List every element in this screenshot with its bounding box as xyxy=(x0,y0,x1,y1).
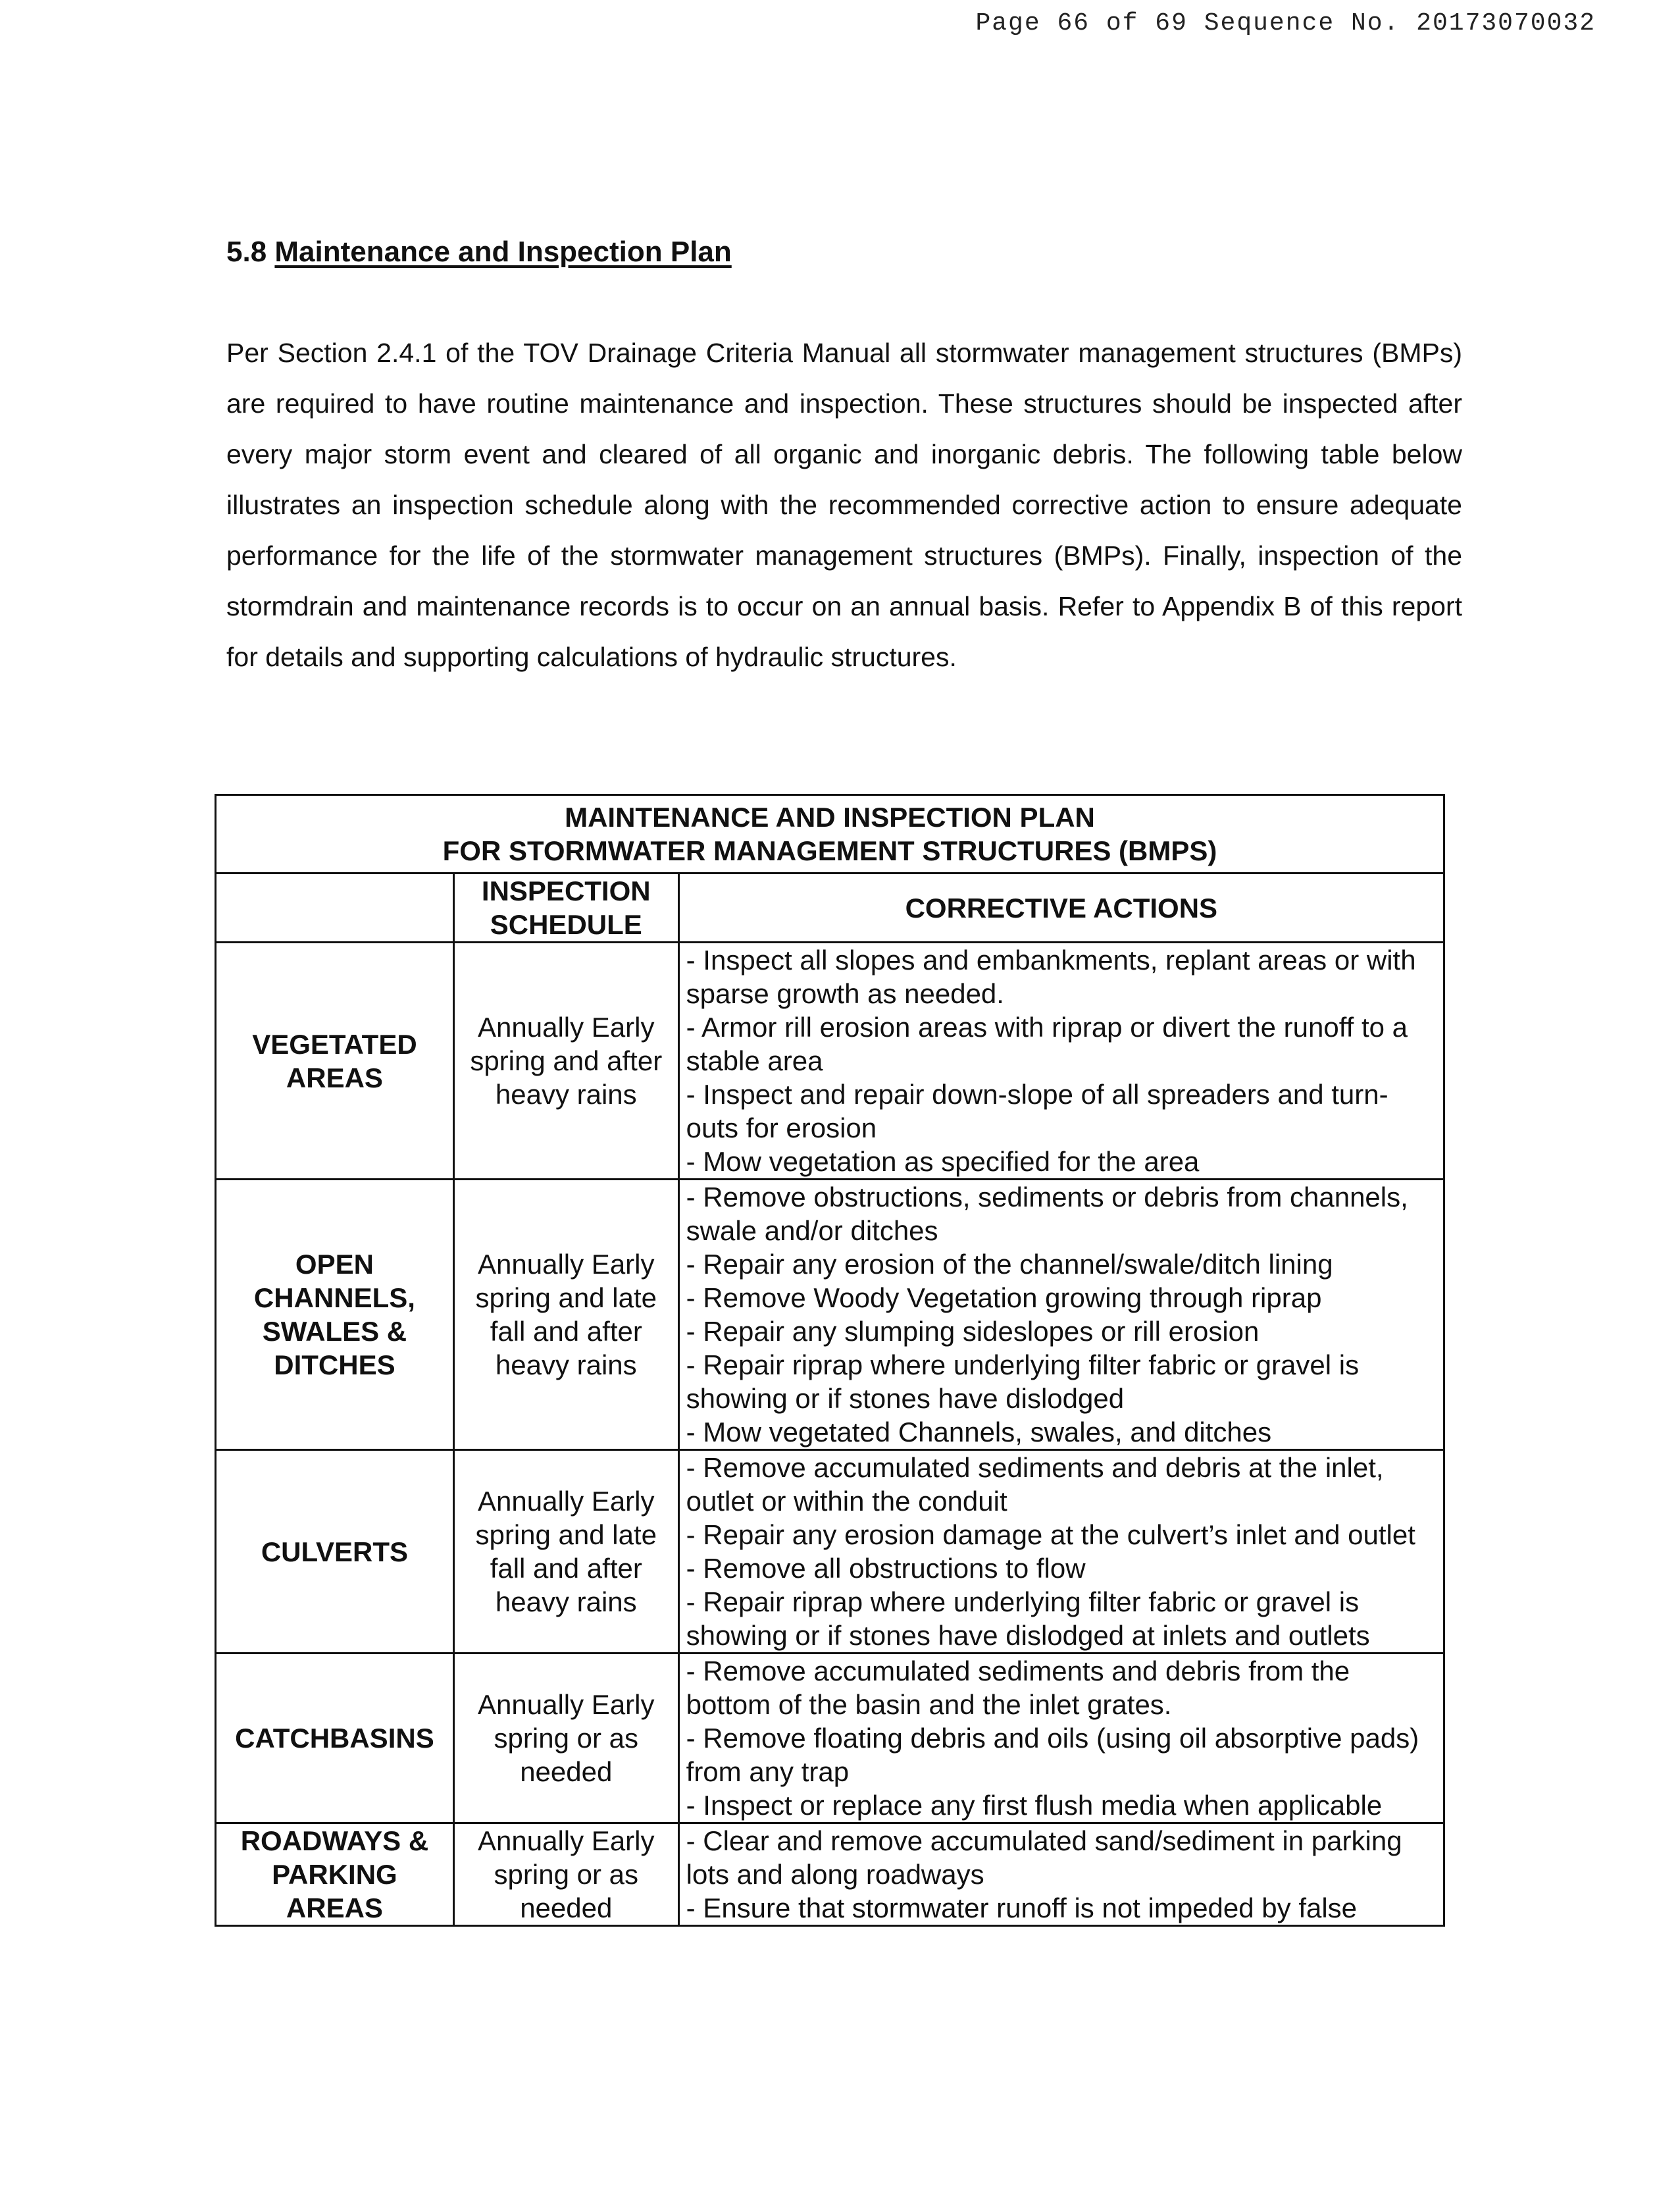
header-category xyxy=(216,873,454,943)
action-item: - Inspect or replace any first flush media when applicable xyxy=(686,1790,1383,1821)
row-category: VEGETATED AREAS xyxy=(216,943,454,1180)
action-item: - Ensure that stormwater runoff is not impeded by false xyxy=(686,1892,1358,1923)
table-header-row xyxy=(216,873,1444,943)
row-category: OPEN CHANNELS, SWALES & DITCHES xyxy=(216,1180,454,1450)
section-title: Maintenance and Inspection Plan xyxy=(274,236,732,268)
table-row xyxy=(216,1450,1444,1654)
action-item: - Inspect and repair down-slope of all spreaders and turn-outs for erosion xyxy=(686,1079,1388,1143)
row-schedule: Annually Early spring and after heavy rains xyxy=(453,943,678,1180)
table-title-row xyxy=(216,795,1444,873)
action-item: - Mow vegetation as specified for the area xyxy=(686,1146,1200,1177)
action-item: - Repair any slumping sideslopes or rill erosion xyxy=(686,1316,1260,1347)
row-category: CULVERTS xyxy=(216,1450,454,1654)
intro-paragraph: Per Section 2.4.1 of the TOV Drainage Criteria Manual all stormwater management structures (BMPs) are required to have routine maintenance and inspection. These structures should be inspected after every major storm event and cleared of all organic and inorganic debris. The following table below illustrates an inspection schedule along with the recommended corrective action to ensure adequate performance for the life of the stormwater management structures (BMPs). Finally, inspection of the stormdrain and maintenance records is to occur on an annual basis. Refer to Appendix B of this report for details and supporting calculations of hydraulic structures. xyxy=(226,338,1462,672)
action-item: - Remove accumulated sediments and debris from the bottom of the basin and the inlet grates. xyxy=(686,1655,1350,1720)
table-title xyxy=(216,795,1444,873)
action-item: - Repair any erosion of the channel/swale/ditch lining xyxy=(686,1249,1333,1280)
action-item: - Armor rill erosion areas with riprap or divert the runoff to a stable area xyxy=(686,1012,1408,1076)
action-item: - Inspect all slopes and embankments, replant areas or with sparse growth as needed. xyxy=(686,945,1416,1009)
row-schedule: Annually Early spring or as needed xyxy=(453,1654,678,1823)
row-schedule: Annually Early spring and late fall and after heavy rains xyxy=(453,1450,678,1654)
table-row xyxy=(216,943,1444,1180)
action-item: - Mow vegetated Channels, swales, and ditches xyxy=(686,1417,1272,1447)
table-row xyxy=(216,1654,1444,1823)
action-item: - Remove Woody Vegetation growing through riprap xyxy=(686,1282,1322,1313)
table-title-line-2: FOR STORMWATER MANAGEMENT STRUCTURES (BMPS) xyxy=(442,835,1217,866)
action-item: - Remove all obstructions to flow xyxy=(686,1553,1086,1584)
action-item: - Repair riprap where underlying filter fabric or gravel is showing or if stones have dislodged xyxy=(686,1349,1360,1414)
header-corrective-actions: CORRECTIVE ACTIONS xyxy=(678,873,1444,943)
maintenance-plan-table xyxy=(215,794,1445,1927)
section-number: 5.8 xyxy=(226,236,267,268)
row-actions xyxy=(678,943,1444,1180)
action-item: - Remove floating debris and oils (using oil absorptive pads) from any trap xyxy=(686,1723,1419,1787)
action-item: - Remove accumulated sediments and debris at the inlet, outlet or within the conduit xyxy=(686,1452,1384,1517)
table-row xyxy=(216,1823,1444,1926)
page-header: Page 66 of 69 Sequence No. 20173070032 xyxy=(975,9,1596,38)
action-item: - Repair any erosion damage at the culvert’s inlet and outlet xyxy=(686,1519,1415,1550)
header-inspection-schedule: INSPECTION SCHEDULE xyxy=(453,873,678,943)
row-actions xyxy=(678,1180,1444,1450)
action-item: - Remove obstructions, sediments or debris from channels, swale and/or ditches xyxy=(686,1182,1408,1246)
table-title-line-1: MAINTENANCE AND INSPECTION PLAN xyxy=(565,802,1095,833)
row-schedule: Annually Early spring or as needed xyxy=(453,1823,678,1926)
row-schedule: Annually Early spring and late fall and after heavy rains xyxy=(453,1180,678,1450)
row-actions xyxy=(678,1654,1444,1823)
action-item: - Clear and remove accumulated sand/sediment in parking lots and along roadways xyxy=(686,1825,1402,1890)
row-category: CATCHBASINS xyxy=(216,1654,454,1823)
row-actions xyxy=(678,1823,1444,1926)
row-category: ROADWAYS & PARKING AREAS xyxy=(216,1823,454,1926)
action-item: - Repair riprap where underlying filter fabric or gravel is showing or if stones have dislodged at inlets and outlets xyxy=(686,1586,1370,1651)
section-heading xyxy=(226,236,732,269)
table-row xyxy=(216,1180,1444,1450)
row-actions xyxy=(678,1450,1444,1654)
